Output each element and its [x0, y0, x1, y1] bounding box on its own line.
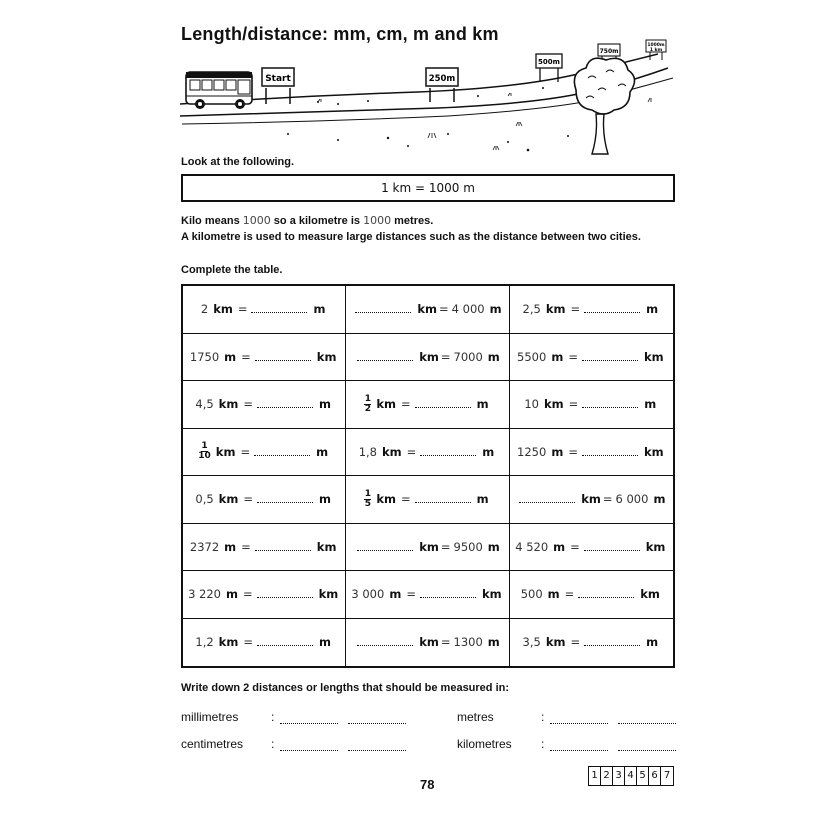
sign-750m-text: 750m: [599, 48, 619, 55]
explain-text-c: metres.: [391, 215, 434, 227]
unit-label: m: [653, 492, 666, 507]
unit-label: km: [213, 302, 233, 317]
unit-label: km: [417, 302, 438, 317]
unit-label: km: [419, 635, 439, 650]
answer-blank[interactable]: [257, 638, 313, 646]
table-cell: [510, 286, 673, 334]
unit-label: m: [482, 444, 495, 459]
fraction: [364, 490, 371, 509]
given-value: 1,8: [358, 444, 377, 459]
given-value: 500: [520, 587, 543, 602]
answer-blank[interactable]: [584, 638, 640, 646]
answer-blank[interactable]: [618, 741, 676, 751]
given-value: 6 000: [615, 492, 649, 507]
fraction: [198, 442, 211, 461]
sign-250m-text: 250m: [428, 74, 456, 84]
write-line-kilometres: [457, 737, 686, 751]
unit-label: km: [316, 349, 337, 364]
equals-sign: =: [241, 539, 251, 554]
equals-sign: =: [439, 302, 449, 317]
equals-sign: =: [568, 397, 579, 412]
given-value: 2,5: [522, 302, 541, 317]
table-cell: [346, 334, 509, 382]
fraction-numerator: 1: [364, 393, 371, 404]
equals-sign: =: [570, 539, 580, 554]
sign-250m: [426, 68, 458, 102]
answer-blank[interactable]: [550, 714, 608, 724]
page-number: 78: [420, 777, 435, 792]
answer-blank[interactable]: [415, 400, 471, 408]
tree-illustration: [574, 58, 634, 154]
answer-blank[interactable]: [255, 543, 311, 551]
level-box-cell: 5: [637, 767, 649, 785]
unit-label: km: [215, 444, 236, 459]
unit-label: m: [489, 302, 502, 317]
fraction: [364, 395, 371, 414]
sign-500m-text: 500m: [538, 58, 560, 66]
unit-label: km: [419, 349, 439, 364]
equals-sign: =: [243, 635, 253, 650]
fraction-numerator: 1: [364, 488, 371, 499]
write-label: millimetres: [181, 710, 239, 724]
table-cell: [346, 476, 509, 524]
answer-blank[interactable]: [251, 305, 307, 313]
unit-label: m: [487, 349, 500, 364]
table-cell: [346, 381, 509, 429]
given-value: 10: [524, 397, 539, 412]
fraction-denominator: 5: [364, 498, 371, 509]
unit-label: km: [318, 587, 339, 602]
answer-blank[interactable]: [519, 495, 575, 503]
table-cell: [183, 429, 346, 477]
unit-label: km: [218, 492, 239, 507]
level-box-cell: 2: [601, 767, 613, 785]
unit-label: km: [316, 539, 337, 554]
equals-sign: =: [440, 349, 451, 364]
answer-blank[interactable]: [257, 495, 313, 503]
intro-text: Look at the following.: [181, 156, 295, 168]
explanation: [181, 213, 675, 245]
fraction-numerator: 1: [201, 441, 208, 452]
unit-label: km: [643, 444, 664, 459]
write-line-metres: [457, 710, 686, 724]
given-value: 0,5: [195, 492, 214, 507]
equals-sign: =: [237, 302, 248, 317]
answer-blank[interactable]: [254, 448, 310, 456]
explain-text-b: so a kilometre is: [270, 215, 364, 227]
write-line-millimetres: [181, 710, 416, 724]
equals-sign: =: [243, 492, 253, 507]
unit-label: km: [419, 539, 439, 554]
given-value: 1750: [189, 349, 220, 364]
road-illustration: [178, 38, 678, 160]
equals-sign: =: [568, 444, 578, 459]
unit-label: m: [316, 444, 329, 459]
given-value: 1250: [517, 444, 547, 459]
unit-label: m: [224, 539, 237, 554]
table-cell: [510, 381, 673, 429]
equals-sign: =: [406, 587, 416, 602]
table-cell: [183, 524, 346, 572]
answer-blank[interactable]: [618, 714, 676, 724]
unit-label: m: [224, 349, 237, 364]
explain-line-2: A kilometre is used to measure large distances such as the distance between two cities.: [181, 231, 641, 243]
write-section-title: Write down 2 distances or lengths that should be measured in:: [181, 682, 510, 694]
equals-sign: =: [243, 397, 253, 412]
answer-blank[interactable]: [280, 714, 338, 724]
answer-blank[interactable]: [357, 353, 413, 361]
unit-label: m: [318, 397, 331, 412]
unit-label: km: [382, 444, 402, 459]
answer-blank[interactable]: [255, 353, 311, 361]
write-label: kilometres: [457, 737, 512, 751]
table-cell: [183, 286, 346, 334]
unit-label: km: [544, 397, 564, 412]
given-value: 4,5: [195, 397, 214, 412]
answer-blank[interactable]: [550, 741, 608, 751]
equals-sign: =: [242, 587, 253, 602]
given-value: 2: [200, 302, 209, 317]
equals-sign: =: [401, 492, 411, 507]
sign-start-text: Start: [265, 74, 291, 84]
explain-num-1: 1000: [242, 214, 271, 227]
table-cell: [510, 571, 673, 619]
table-cell: [346, 524, 509, 572]
write-label: metres: [457, 710, 494, 724]
table-cell: [346, 286, 509, 334]
answer-blank[interactable]: [348, 714, 406, 724]
given-value: 4 520: [515, 539, 549, 554]
conversion-table: [181, 284, 675, 668]
level-box-cell: 7: [663, 770, 671, 781]
table-cell: [510, 619, 673, 667]
given-value: 4 000: [451, 302, 485, 317]
unit-label: km: [581, 492, 601, 507]
unit-label: m: [487, 539, 500, 554]
unit-label: km: [481, 587, 502, 602]
write-line-centimetres: [181, 737, 416, 751]
equals-sign: =: [568, 349, 578, 364]
fraction-denominator: 2: [364, 403, 371, 414]
unit-label: m: [389, 587, 402, 602]
table-instruction: Complete the table.: [181, 264, 283, 276]
table-cell: [183, 571, 346, 619]
unit-label: m: [476, 397, 489, 412]
answer-blank[interactable]: [280, 741, 338, 751]
unit-label: m: [313, 302, 326, 317]
answer-blank[interactable]: [582, 353, 638, 361]
equals-sign: =: [440, 635, 451, 650]
page-title: Length/distance: mm, cm, m and km: [181, 24, 499, 44]
write-colon: :: [271, 710, 275, 724]
sign-1000m-text: 1000m: [647, 43, 665, 48]
equals-sign: =: [570, 302, 581, 317]
unit-label: m: [551, 349, 564, 364]
answer-blank[interactable]: [420, 448, 476, 456]
unit-label: km: [218, 635, 239, 650]
answer-blank[interactable]: [355, 305, 411, 313]
unit-label: m: [318, 635, 331, 650]
formula-text: 1 km = 1000 m: [381, 181, 475, 195]
equals-sign: =: [241, 349, 251, 364]
unit-label: m: [644, 397, 657, 412]
answer-blank[interactable]: [257, 400, 313, 408]
level-box-cell: 4: [625, 767, 637, 785]
write-colon: :: [541, 710, 545, 724]
table-cell: [510, 476, 673, 524]
fraction-denominator: 10: [198, 451, 211, 462]
unit-label: m: [646, 635, 659, 650]
answer-blank[interactable]: [584, 543, 640, 551]
sign-500m: [536, 54, 562, 82]
equals-sign: =: [440, 539, 451, 554]
table-cell: [510, 429, 673, 477]
explain-num-2: 1000: [363, 214, 392, 227]
answer-blank[interactable]: [578, 590, 634, 598]
unit-label: km: [376, 397, 396, 412]
equals-sign: =: [570, 635, 581, 650]
unit-label: m: [551, 444, 564, 459]
table-cell: [183, 476, 346, 524]
answer-blank[interactable]: [357, 543, 413, 551]
unit-label: km: [376, 492, 396, 507]
answer-blank[interactable]: [420, 590, 476, 598]
unit-label: m: [226, 587, 238, 602]
level-indicator: [588, 766, 674, 786]
given-value: 1,2: [195, 635, 214, 650]
unit-label: m: [487, 635, 500, 650]
table-cell: [510, 524, 673, 572]
explain-text-a: Kilo means: [181, 215, 243, 227]
table-cell: [183, 381, 346, 429]
write-label: centimetres: [181, 737, 244, 751]
answer-blank[interactable]: [357, 638, 413, 646]
sign-1km-text: 1 km: [649, 48, 663, 53]
given-value: 3,5: [522, 635, 541, 650]
table-cell: [346, 429, 509, 477]
answer-blank[interactable]: [582, 400, 638, 408]
formula-box: [181, 174, 675, 202]
answer-blank[interactable]: [415, 495, 471, 503]
write-colon: :: [541, 737, 545, 751]
table-cell: [510, 334, 673, 382]
unit-label: km: [640, 587, 660, 602]
answer-blank[interactable]: [582, 448, 638, 456]
unit-label: m: [318, 492, 331, 507]
answer-blank[interactable]: [348, 741, 406, 751]
table-cell: [183, 619, 346, 667]
unit-label: m: [553, 539, 566, 554]
level-box-cell: 3: [613, 767, 625, 785]
unit-label: km: [643, 349, 664, 364]
equals-sign: =: [602, 492, 613, 507]
unit-label: km: [545, 302, 566, 317]
unit-label: km: [545, 635, 566, 650]
equals-sign: =: [401, 397, 411, 412]
unit-label: km: [645, 539, 666, 554]
unit-label: m: [646, 302, 659, 317]
answer-blank[interactable]: [584, 305, 640, 313]
write-colon: :: [271, 737, 275, 751]
given-value: 2372: [189, 539, 220, 554]
unit-label: m: [476, 492, 489, 507]
equals-sign: =: [406, 444, 417, 459]
level-box-cell: 1: [589, 767, 601, 785]
bus-illustration: [186, 72, 252, 109]
equals-sign: =: [564, 587, 575, 602]
unit-label: km: [218, 397, 239, 412]
unit-label: m: [547, 587, 560, 602]
equals-sign: =: [240, 444, 251, 459]
given-value: 5500: [517, 349, 547, 364]
given-value: 3 220: [188, 587, 221, 602]
level-box-cell: 6: [649, 767, 661, 785]
given-value: 1300: [453, 635, 483, 650]
given-value: 3 000: [351, 587, 385, 602]
table-cell: [346, 619, 509, 667]
given-value: 7000: [453, 349, 483, 364]
answer-blank[interactable]: [257, 590, 313, 598]
given-value: 9500: [453, 539, 483, 554]
table-cell: [183, 334, 346, 382]
table-cell: [346, 571, 509, 619]
